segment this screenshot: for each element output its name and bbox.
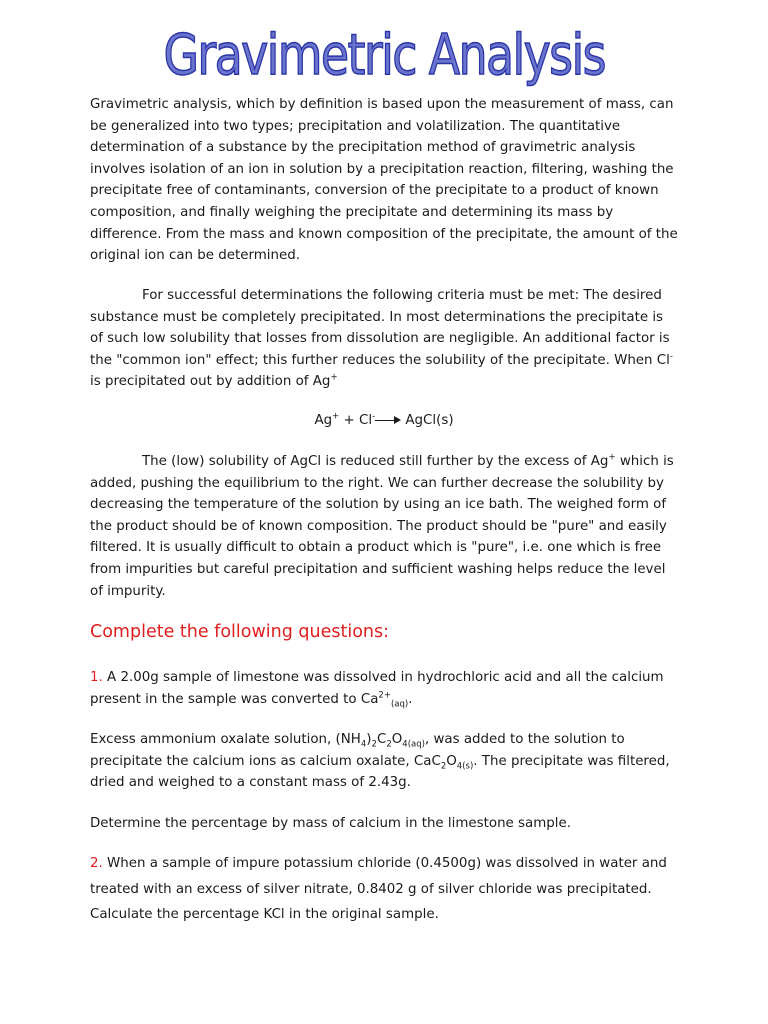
equation-product: AgCl(s) bbox=[401, 413, 454, 428]
question-2 bbox=[90, 851, 680, 928]
q1p2-sub-2: 2 bbox=[371, 739, 377, 750]
criteria-text: For successful determinations the following criteria must be met: The desired substance must be completely precipitated. In most determinations the precipitate is of such low solubility that losses from dissolution are negligible. An additional factor is the "common ion" effect; this further reduces the solubility of the precipitate. When Cl bbox=[90, 288, 670, 368]
reaction-equation bbox=[0, 410, 768, 432]
q1p2-text-g: . The precipitate was filtered, dried and weighed to a constant mass of 2.43g. bbox=[90, 753, 670, 791]
solubility-text-rest: which is added, pushing the equilibrium to the right. We can further decrease the solubility by decreasing the temperature of the solution by using an ice bath. The weighed form of the product should be of known composition. The product should be "pure" and easily filtered. It is usually difficult to obtain a product which is "pure", i.e. one which is free from impurities but careful precipitation and sufficient washing helps reduce the level of impurity. bbox=[90, 454, 674, 599]
solubility-paragraph bbox=[90, 451, 680, 602]
question-1 bbox=[90, 667, 680, 710]
question-2-text: When a sample of impure potassium chloride (0.4500g) was dissolved in water and treated with an excess of silver nitrate, 0.8402 g of silver chloride was precipitated. Calculate the percentage KCl in the original sample. bbox=[90, 856, 667, 922]
equation-chloride-charge: - bbox=[372, 411, 376, 422]
question-1-number: 1. bbox=[90, 670, 103, 685]
q1p2-sub-1: 4 bbox=[360, 739, 367, 750]
criteria-text-middle: is precipitated out by addition of Ag bbox=[90, 374, 331, 390]
question-1-part-3: Determine the percentage by mass of calcium in the limestone sample. bbox=[90, 816, 571, 831]
q1p2-sub-6: 4(s) bbox=[456, 761, 474, 772]
question-2-number: 2. bbox=[90, 856, 103, 871]
q1p2-text-a: Excess ammonium oxalate solution, (NH bbox=[90, 732, 361, 747]
calcium-state: (aq) bbox=[390, 699, 409, 710]
q1p2-text-e: , was added to the solution to precipitate the calcium ions as calcium oxalate, CaC bbox=[90, 732, 625, 769]
silver-charge-2: + bbox=[608, 452, 616, 463]
equation-silver-charge: + bbox=[332, 411, 340, 422]
silver-charge: + bbox=[330, 372, 338, 383]
q1p2-text-b: ) bbox=[366, 732, 372, 747]
intro-paragraph: Gravimetric analysis, which by definition is based upon the measurement of mass, can be generalized into two types; precipitation and volatilization. The quantitative determination of a substance by the precipitation method of gravimetric analysis involves isolation of an ion in solution by a precipitation reaction, filtering, washing the precipitate free of contaminants, conversion of the precipitate to a product of known composition, and finally weighing the precipitate and determining its mass by difference. From the mass and known composition of the precipitate, the amount of the original ion can be determined. bbox=[90, 97, 678, 264]
q1p2-text-c: C bbox=[376, 732, 387, 747]
criteria-paragraph bbox=[90, 285, 680, 393]
q1p2-sub-3: 2 bbox=[386, 739, 392, 750]
question-1-part-2 bbox=[90, 729, 680, 794]
q1p2-text-f: O bbox=[446, 753, 457, 769]
reaction-arrow-icon bbox=[375, 415, 401, 425]
q1p2-text-d: O bbox=[391, 732, 403, 747]
chloride-charge: - bbox=[669, 351, 673, 362]
questions-heading: Complete the following questions: bbox=[90, 622, 390, 642]
page-title: Gravimetric Analysis bbox=[163, 23, 605, 88]
question-1-end: . bbox=[408, 691, 413, 707]
title-container bbox=[0, 20, 768, 92]
q1p2-sub-5: 2 bbox=[440, 761, 447, 772]
question-1-text: A 2.00g sample of limestone was dissolved in hydrochloric acid and all the calcium present in the sample was converted to Ca bbox=[90, 670, 664, 707]
equation-silver: Ag bbox=[314, 413, 333, 428]
solubility-text-start: The (low) solubility of AgCl is reduced still further by the excess of Ag bbox=[142, 454, 609, 469]
equation-chloride: + Cl bbox=[339, 413, 373, 428]
q1p2-sub-4: 4(aq) bbox=[402, 739, 425, 750]
calcium-charge: 2+ bbox=[378, 690, 391, 701]
